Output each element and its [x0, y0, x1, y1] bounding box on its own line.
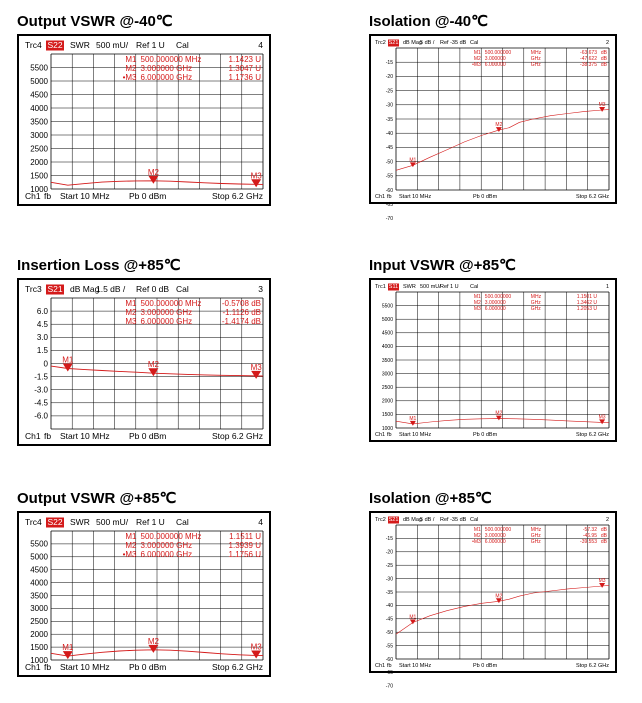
y-tick-label: 3500 — [30, 591, 48, 601]
y-tick-label: 5000 — [381, 316, 393, 323]
marker-table-value: -1.4174 dB — [221, 317, 261, 326]
parameter-label: S11 — [388, 284, 399, 290]
vna-screen — [369, 278, 617, 442]
vna-plot-svg — [19, 513, 269, 675]
power-label: Pb 0 dBm — [473, 432, 498, 438]
stop-frequency: Stop 6.2 GHz — [575, 432, 609, 438]
channel-label: Ch1 — [25, 662, 41, 672]
trace-number: 1 — [605, 284, 609, 290]
marker-table-value: -38.375 — [580, 62, 597, 68]
vna-plot-svg — [371, 36, 615, 223]
vna-plot-svg — [19, 36, 269, 204]
marker-label: M1 — [409, 157, 417, 164]
marker-table-frequency: 6.000000 GHz — [140, 73, 193, 82]
marker-table-frequency: 3.000000 — [484, 533, 506, 539]
y-tick-label: 5500 — [30, 539, 48, 549]
marker-table-value-unit: dB — [600, 62, 607, 68]
y-tick-label: -55 — [385, 173, 393, 180]
calibration-label: Cal — [470, 284, 479, 290]
fb-label: fb — [44, 662, 52, 672]
reference-label: Ref 1 U — [136, 40, 165, 50]
y-tick-label: -45 — [385, 616, 393, 623]
marker-table-value: -39.553 — [580, 539, 597, 545]
marker-label: M2 — [147, 360, 159, 370]
scale-label: 500 mU/ — [96, 40, 129, 50]
marker-label: M2 — [495, 593, 503, 600]
marker-table-name: M2 — [125, 64, 137, 73]
marker-table-value-unit: dB — [600, 50, 607, 56]
calibration-label: Cal — [470, 40, 479, 46]
marker-table-value-unit: dB — [600, 533, 607, 539]
parameter-label: S21 — [47, 284, 63, 294]
marker-table-value: 1.1423 U — [228, 55, 261, 64]
y-tick-label: -15 — [385, 59, 393, 66]
y-tick-label: 2000 — [381, 398, 393, 405]
stop-frequency: Stop 6.2 GHz — [211, 431, 263, 441]
marker-table-frequency: 500.000000 — [484, 50, 512, 56]
marker-label: M1 — [409, 614, 417, 621]
marker-table-name: M1 — [473, 294, 481, 300]
start-frequency: Start 10 MHz — [60, 431, 110, 441]
y-tick-label: -55 — [385, 643, 393, 650]
power-label: Pb 0 dBm — [129, 191, 167, 201]
calibration-label: Cal — [176, 517, 189, 527]
start-frequency: Start 10 MHz — [399, 663, 432, 669]
marker-table-name: •M3 — [472, 539, 481, 545]
marker-label: M3 — [250, 642, 262, 652]
fb-label: fb — [387, 194, 392, 200]
marker-label: M3 — [598, 414, 606, 421]
power-label: Pb 0 dBm — [473, 663, 498, 669]
y-tick-label: 5000 — [30, 552, 48, 562]
marker-table-frequency: 3.000000 GHz — [140, 308, 193, 317]
marker-table-unit: GHz — [530, 300, 541, 306]
marker-table-name: M3 — [473, 306, 481, 312]
calibration-label: Cal — [176, 284, 189, 294]
marker-table-value: 1.3047 U — [228, 64, 261, 73]
y-tick-label: -70 — [385, 683, 393, 690]
y-tick-label: -1.5 — [34, 372, 48, 382]
marker-table-frequency: 6.000000 GHz — [140, 550, 193, 559]
y-tick-label: 1000 — [30, 184, 48, 194]
marker-table-value: -0.5708 dB — [221, 299, 261, 308]
y-tick-label: 1000 — [381, 425, 393, 432]
marker-table-frequency: 3.000000 — [484, 300, 506, 306]
marker-table-name: M2 — [473, 533, 481, 539]
trace-name: Trc2 — [375, 40, 386, 46]
y-tick-label: 4000 — [30, 578, 48, 588]
y-tick-label: -50 — [385, 629, 393, 636]
scale-label: 500 mU/ — [420, 284, 441, 290]
format-label: dB Mag — [403, 40, 422, 46]
marker-triangle — [251, 179, 261, 187]
reference-label: Ref 0 dB — [136, 284, 170, 294]
marker-table-value: 1.3939 U — [228, 541, 261, 550]
marker-table-name: M2 — [473, 56, 481, 62]
y-tick-label: 1500 — [381, 412, 393, 419]
marker-table-name: M1 — [125, 55, 137, 64]
format-label: SWR — [70, 517, 90, 527]
marker-table-name: M1 — [473, 527, 481, 533]
fb-label: fb — [44, 431, 52, 441]
calibration-label: Cal — [470, 517, 479, 523]
parameter-label: S22 — [47, 40, 63, 50]
panel-output-vswr-plus85 — [17, 489, 271, 684]
panel-title: Isolation @-40℃ — [369, 13, 488, 30]
marker-table-unit: MHz — [530, 50, 542, 56]
power-label: Pb 0 dBm — [129, 662, 167, 672]
marker-label: M1 — [409, 415, 417, 422]
marker-label: M3 — [250, 362, 262, 372]
y-tick-label: 2000 — [30, 157, 48, 167]
y-tick-label: 4500 — [30, 565, 48, 575]
y-tick-label: 1500 — [30, 642, 48, 652]
power-label: Pb 0 dBm — [129, 431, 167, 441]
y-tick-label: 1500 — [30, 171, 48, 181]
marker-table-value-unit: dB — [600, 527, 607, 533]
y-tick-label: -70 — [385, 216, 393, 223]
y-tick-label: 4500 — [30, 90, 48, 100]
reference-label: Ref -35 dB — [440, 517, 467, 523]
panel-title: Isolation @+85℃ — [369, 490, 492, 507]
scale-label: 500 mU/ — [96, 517, 129, 527]
y-tick-label: -25 — [385, 88, 393, 95]
marker-table-unit: GHz — [530, 539, 541, 545]
start-frequency: Start 10 MHz — [399, 194, 432, 200]
y-tick-label: 5500 — [30, 63, 48, 73]
panel-insertion-loss-plus85 — [17, 256, 271, 451]
marker-table-value-unit: dB — [600, 539, 607, 545]
y-tick-label: 3500 — [381, 357, 393, 364]
y-tick-label: 5500 — [381, 303, 393, 310]
y-tick-label: 4000 — [30, 103, 48, 113]
y-tick-label: -4.5 — [34, 398, 48, 408]
marker-table-value: -46.95 — [582, 533, 597, 539]
marker-table-name: •M3 — [472, 62, 481, 68]
marker-table-frequency: 500.000000 — [484, 294, 512, 300]
marker-table-name: M2 — [125, 308, 137, 317]
marker-table-name: •M3 — [122, 73, 137, 82]
marker-table-unit: GHz — [530, 62, 541, 68]
y-tick-label: -6.0 — [34, 411, 48, 421]
channel-label: Ch1 — [25, 431, 41, 441]
y-tick-label: -30 — [385, 576, 393, 583]
y-tick-label: 1.5 — [36, 346, 48, 356]
calibration-label: Cal — [176, 40, 189, 50]
scale-label: 1.5 dB / — [96, 284, 126, 294]
y-tick-label: 2500 — [30, 617, 48, 627]
marker-label: M1 — [62, 643, 74, 653]
trace-number: 2 — [605, 517, 609, 523]
marker-triangle — [251, 371, 261, 379]
marker-label: M3 — [598, 578, 606, 585]
channel-label: Ch1 — [375, 663, 386, 669]
marker-triangle — [251, 650, 261, 658]
trace-name: Trc4 — [25, 517, 42, 527]
marker-table-name: M3 — [125, 317, 137, 326]
vna-screen — [17, 511, 271, 677]
start-frequency: Start 10 MHz — [60, 662, 110, 672]
y-tick-label: -20 — [385, 549, 393, 556]
trace-number: 4 — [258, 40, 263, 50]
marker-table-frequency: 6.000000 GHz — [140, 317, 193, 326]
marker-table-name: M1 — [473, 50, 481, 56]
fb-label: fb — [387, 663, 392, 669]
format-label: SWR — [403, 284, 416, 290]
marker-table-value: -1.1126 dB — [222, 308, 261, 317]
y-tick-label: -40 — [385, 130, 393, 137]
marker-table-name: M1 — [125, 532, 137, 541]
channel-label: Ch1 — [25, 191, 41, 201]
panel-isolation-minus40 — [369, 12, 619, 223]
marker-label: M2 — [147, 167, 159, 177]
y-tick-label: -60 — [385, 187, 393, 194]
y-tick-label: -65 — [385, 670, 393, 677]
marker-table-value: 1.1736 U — [228, 73, 261, 82]
format-label: SWR — [70, 40, 90, 50]
y-tick-label: 4500 — [381, 330, 393, 337]
trace-number: 4 — [258, 517, 263, 527]
marker-label: M3 — [250, 171, 262, 181]
trace-number: 3 — [258, 284, 263, 294]
channel-label: Ch1 — [375, 194, 386, 200]
marker-table-frequency: 500.000000 — [484, 527, 512, 533]
marker-table-unit: GHz — [530, 533, 541, 539]
parameter-label: S22 — [47, 517, 63, 527]
marker-table-value: 1.1501 U — [576, 294, 597, 300]
marker-triangle — [63, 363, 73, 371]
marker-table-unit: GHz — [530, 306, 541, 312]
y-tick-label: 3.0 — [36, 333, 48, 343]
power-label: Pb 0 dBm — [473, 194, 498, 200]
marker-table-frequency: 6.000000 — [484, 306, 506, 312]
y-tick-label: 1000 — [30, 655, 48, 665]
trace-name: Trc3 — [25, 284, 42, 294]
marker-table-frequency: 500.000000 MHz — [140, 299, 202, 308]
panel-input-vswr-plus85 — [369, 256, 619, 446]
marker-table-value: 1.1511 U — [229, 532, 261, 541]
marker-table-frequency: 3.000000 GHz — [140, 64, 193, 73]
marker-table-frequency: 500.000000 MHz — [140, 532, 202, 541]
y-tick-label: -25 — [385, 562, 393, 569]
vna-screen — [369, 34, 617, 223]
y-tick-label: 4000 — [381, 344, 393, 351]
y-tick-label: 6.0 — [36, 306, 48, 316]
channel-label: Ch1 — [375, 432, 386, 438]
panel-title: Insertion Loss @+85℃ — [17, 257, 181, 274]
stop-frequency: Stop 6.2 GHz — [575, 194, 609, 200]
vna-screen — [17, 278, 271, 446]
y-tick-label: -35 — [385, 589, 393, 596]
scale-label: 5 dB / — [420, 517, 435, 523]
trace-name: Trc2 — [375, 517, 386, 523]
panel-isolation-plus85 — [369, 489, 619, 690]
y-tick-label: 2000 — [30, 630, 48, 639]
marker-table-name: M2 — [473, 300, 481, 306]
marker-table-value: -63.673 — [580, 50, 597, 56]
reference-label: Ref 1 U — [440, 284, 459, 290]
y-tick-label: -50 — [385, 159, 393, 166]
trace-number: 2 — [605, 40, 609, 46]
marker-table-frequency: 3.000000 GHz — [140, 541, 193, 550]
vna-plot-svg — [371, 513, 615, 690]
start-frequency: Start 10 MHz — [60, 191, 110, 201]
marker-table-value: -57.32 — [582, 527, 597, 533]
format-label: dB Mag — [403, 517, 422, 523]
vna-plot-svg — [371, 280, 615, 440]
y-tick-label: -65 — [385, 201, 393, 208]
marker-table-value: 1.2053 U — [576, 306, 597, 312]
panel-title: Output VSWR @+85℃ — [17, 490, 177, 507]
y-tick-label: 0 — [43, 359, 48, 369]
marker-table-frequency: 6.000000 — [484, 539, 506, 545]
stop-frequency: Stop 6.2 GHz — [575, 663, 609, 669]
marker-table-value-unit: dB — [600, 56, 607, 62]
fb-label: fb — [387, 432, 392, 438]
panel-output-vswr-minus40 — [17, 12, 271, 207]
marker-label: M2 — [495, 410, 503, 417]
marker-table-frequency: 500.000000 MHz — [140, 55, 202, 64]
trace-name: Trc4 — [25, 40, 42, 50]
marker-table-value: 1.1756 U — [228, 550, 261, 559]
marker-table-name: M2 — [125, 541, 137, 550]
y-tick-label: -30 — [385, 102, 393, 109]
y-tick-label: -35 — [385, 116, 393, 123]
y-tick-label: -60 — [385, 656, 393, 663]
y-tick-label: 4.5 — [36, 320, 48, 329]
trace-name: Trc1 — [375, 284, 386, 290]
stop-frequency: Stop 6.2 GHz — [211, 191, 263, 201]
y-tick-label: 3000 — [30, 604, 48, 614]
panel-title: Output VSWR @-40℃ — [17, 13, 173, 30]
marker-label: M2 — [147, 636, 159, 646]
marker-table-value: 1.3462 U — [576, 300, 597, 306]
y-tick-label: -3.0 — [34, 385, 48, 395]
vna-screen — [17, 34, 271, 206]
y-tick-label: 2500 — [30, 144, 48, 154]
y-tick-label: -40 — [385, 603, 393, 610]
format-label: dB Mag — [70, 284, 100, 294]
y-tick-label: -15 — [385, 536, 393, 543]
y-tick-label: -45 — [385, 145, 393, 152]
reference-label: Ref 1 U — [136, 517, 165, 527]
fb-label: fb — [44, 191, 52, 201]
marker-label: M3 — [598, 102, 606, 109]
stop-frequency: Stop 6.2 GHz — [211, 662, 263, 672]
parameter-label: S21 — [388, 517, 399, 523]
parameter-label: S21 — [388, 40, 399, 46]
start-frequency: Start 10 MHz — [399, 432, 432, 438]
vna-screen — [369, 511, 617, 690]
scale-label: 5 dB / — [420, 40, 435, 46]
marker-table-value: -47.622 — [580, 56, 597, 62]
marker-table-frequency: 3.000000 — [484, 56, 506, 62]
y-tick-label: 2500 — [381, 384, 393, 391]
reference-label: Ref -35 dB — [440, 40, 467, 46]
marker-table-unit: MHz — [530, 294, 542, 300]
y-tick-label: 5000 — [30, 76, 48, 86]
marker-label: M1 — [62, 355, 74, 365]
marker-label: M2 — [495, 122, 503, 129]
y-tick-label: -20 — [385, 74, 393, 81]
y-tick-label: 3000 — [381, 371, 393, 378]
y-tick-label: 3000 — [30, 130, 48, 140]
y-tick-label: 3500 — [30, 117, 48, 127]
marker-table-frequency: 6.000000 — [484, 62, 506, 68]
marker-table-unit: GHz — [530, 56, 541, 62]
panel-title: Input VSWR @+85℃ — [369, 257, 516, 274]
marker-table-name: M1 — [125, 299, 137, 308]
marker-table-unit: MHz — [530, 527, 542, 533]
vna-plot-svg — [19, 280, 269, 444]
marker-table-name: •M3 — [122, 550, 137, 559]
